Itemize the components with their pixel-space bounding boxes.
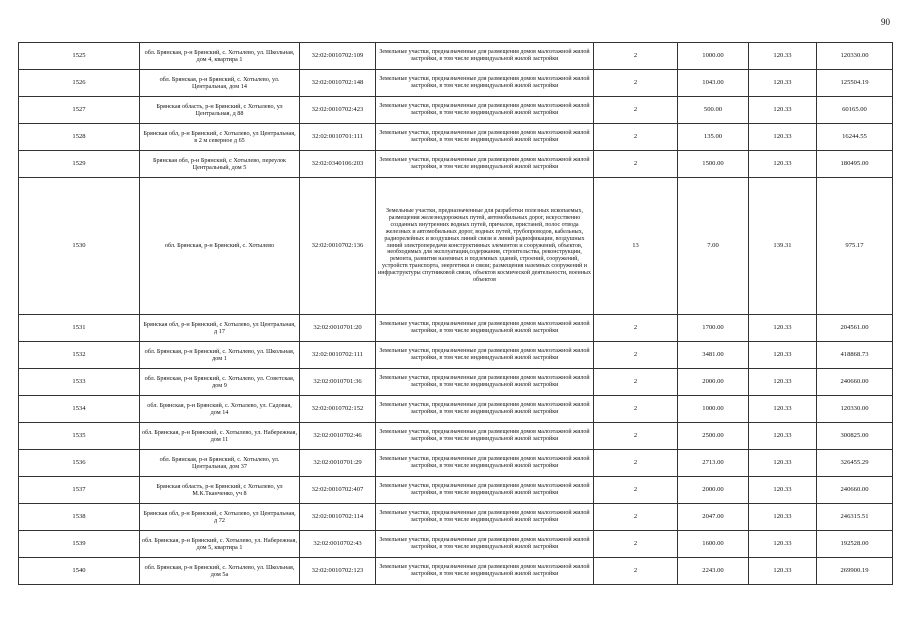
rate-cell: 120.33 bbox=[749, 396, 817, 423]
address-cell: обл. Брянская, р-н Брянский, с. Хотылево, ул. Центральная, дом 14 bbox=[140, 70, 300, 97]
row-number-cell: 1529 bbox=[19, 151, 140, 178]
group-cell: 2 bbox=[594, 342, 678, 369]
cadastral-number-cell: 32:02:0010702:148 bbox=[300, 70, 376, 97]
cadastral-number-cell: 32:02:0010702:43 bbox=[300, 531, 376, 558]
group-cell: 2 bbox=[594, 531, 678, 558]
cadastral-number-cell: 32:02:0010702:407 bbox=[300, 477, 376, 504]
area-cell: 1700.00 bbox=[678, 315, 749, 342]
table-row bbox=[19, 558, 893, 585]
address-cell: обл. Брянская, р-н Брянский, с. Хотылево, ул. Центральная, дом 37 bbox=[140, 450, 300, 477]
row-number-cell: 1535 bbox=[19, 423, 140, 450]
cadastral-value-cell: 120330.00 bbox=[817, 396, 893, 423]
group-cell: 2 bbox=[594, 43, 678, 70]
group-cell: 2 bbox=[594, 477, 678, 504]
cadastral-value-cell: 326455.29 bbox=[817, 450, 893, 477]
land-purpose-cell: Земельные участки, предназначенные для размещения домов малоэтажной жилой застройки, в том числе индивидуальной жилой застройки bbox=[376, 97, 594, 124]
group-cell: 2 bbox=[594, 369, 678, 396]
table-row bbox=[19, 504, 893, 531]
group-cell: 2 bbox=[594, 558, 678, 585]
row-number-cell: 1536 bbox=[19, 450, 140, 477]
cadastral-value-cell: 192528.00 bbox=[817, 531, 893, 558]
table-row bbox=[19, 178, 893, 315]
area-cell: 2000.00 bbox=[678, 477, 749, 504]
cadastral-number-cell: 32:02:0010702:123 bbox=[300, 558, 376, 585]
group-cell: 2 bbox=[594, 315, 678, 342]
area-cell: 135.00 bbox=[678, 124, 749, 151]
rate-cell: 120.33 bbox=[749, 450, 817, 477]
area-cell: 2000.00 bbox=[678, 369, 749, 396]
cadastral-value-cell: 418868.73 bbox=[817, 342, 893, 369]
area-cell: 2047.00 bbox=[678, 504, 749, 531]
land-purpose-cell: Земельные участки, предназначенные для размещения домов малоэтажной жилой застройки, в том числе индивидуальной жилой застройки bbox=[376, 369, 594, 396]
table-row bbox=[19, 423, 893, 450]
land-purpose-cell: Земельные участки, предназначенные для размещения домов малоэтажной жилой застройки, в том числе индивидуальной жилой застройки bbox=[376, 423, 594, 450]
cadastral-value-cell: 180495.00 bbox=[817, 151, 893, 178]
area-cell: 2243.00 bbox=[678, 558, 749, 585]
row-number-cell: 1534 bbox=[19, 396, 140, 423]
address-cell: Брянская обл, р-н Брянский, с Хотылево, ул Центральная, в 2 м северное д 65 bbox=[140, 124, 300, 151]
area-cell: 1600.00 bbox=[678, 531, 749, 558]
address-cell: Брянская область, р-н Брянский, с Хотылево, ул М.К.Тканченко, уч 8 bbox=[140, 477, 300, 504]
table-row bbox=[19, 477, 893, 504]
row-number-cell: 1532 bbox=[19, 342, 140, 369]
group-cell: 2 bbox=[594, 70, 678, 97]
group-cell: 2 bbox=[594, 504, 678, 531]
page-number: 90 bbox=[881, 17, 890, 27]
table-row bbox=[19, 43, 893, 70]
table-row bbox=[19, 531, 893, 558]
row-number-cell: 1527 bbox=[19, 97, 140, 124]
land-purpose-cell: Земельные участки, предназначенные для размещения домов малоэтажной жилой застройки, в том числе индивидуальной жилой застройки bbox=[376, 342, 594, 369]
cadastral-number-cell: 32:02:0010702:46 bbox=[300, 423, 376, 450]
cadastral-number-cell: 32:02:0340106:203 bbox=[300, 151, 376, 178]
table-row bbox=[19, 342, 893, 369]
table-row bbox=[19, 369, 893, 396]
rate-cell: 120.33 bbox=[749, 477, 817, 504]
table-row bbox=[19, 315, 893, 342]
cadastral-value-cell: 120330.00 bbox=[817, 43, 893, 70]
cadastral-value-cell: 60165.00 bbox=[817, 97, 893, 124]
land-purpose-cell: Земельные участки, предназначенные для размещения домов малоэтажной жилой застройки, в том числе индивидуальной жилой застройки bbox=[376, 124, 594, 151]
cadastral-number-cell: 32:02:0010702:423 bbox=[300, 97, 376, 124]
land-purpose-cell: Земельные участки, предназначенные для разработки полезных ископаемых, размещения железнодорожных путей, автомобильных дорог, искусственно созданных внутренних водных путей, причалов, пристаней, полос отвода железных и автомобильных дорог, водных путей, трубопроводов, кабельных, радиорелейных и воздушных линий связи и линий радиофикации, воздушных линий электропередачи конструктивных элементов и сооружений, объектов, необходимых для эксплуатации,содержания, строительства, реконструкции, ремонта, развития наземных и подземных зданий, строений, сооружений, устройств транспорта, энергетики и связи; размещения наземных сооружений и инфраструктуры спутниковой связи, объектов космической деятельности, военных объектов bbox=[376, 178, 594, 315]
address-cell: Брянская обл, р-н Брянский, с Хотылево, ул Центральная, д 72 bbox=[140, 504, 300, 531]
cadastral-value-cell: 269900.19 bbox=[817, 558, 893, 585]
cadastral-value-cell: 300825.00 bbox=[817, 423, 893, 450]
row-number-cell: 1533 bbox=[19, 369, 140, 396]
cadastral-number-cell: 32:02:0010702:109 bbox=[300, 43, 376, 70]
address-cell: обл. Брянская, р-н Брянский, с. Хотылево, ул. Набережная, дом 5, квартира 1 bbox=[140, 531, 300, 558]
address-cell: Брянская обл, р-н Брянский, с Хотылево, ул Центральная, д 17 bbox=[140, 315, 300, 342]
area-cell: 7.00 bbox=[678, 178, 749, 315]
table-body bbox=[19, 43, 893, 585]
rate-cell: 120.33 bbox=[749, 423, 817, 450]
row-number-cell: 1539 bbox=[19, 531, 140, 558]
rate-cell: 120.33 bbox=[749, 342, 817, 369]
table-row bbox=[19, 151, 893, 178]
group-cell: 2 bbox=[594, 97, 678, 124]
address-cell: обл. Брянская, р-н Брянский, с. Хотылево, ул. Советская, дом 9 bbox=[140, 369, 300, 396]
cadastral-value-cell: 240660.00 bbox=[817, 369, 893, 396]
cadastral-value-cell: 16244.55 bbox=[817, 124, 893, 151]
table-row bbox=[19, 70, 893, 97]
table-row bbox=[19, 450, 893, 477]
land-purpose-cell: Земельные участки, предназначенные для размещения домов малоэтажной жилой застройки, в том числе индивидуальной жилой застройки bbox=[376, 504, 594, 531]
table-row bbox=[19, 396, 893, 423]
land-registry-table bbox=[18, 42, 893, 585]
land-purpose-cell: Земельные участки, предназначенные для размещения домов малоэтажной жилой застройки, в том числе индивидуальной жилой застройки bbox=[376, 70, 594, 97]
group-cell: 2 bbox=[594, 124, 678, 151]
cadastral-number-cell: 32:02:0010702:136 bbox=[300, 178, 376, 315]
row-number-cell: 1530 bbox=[19, 178, 140, 315]
rate-cell: 120.33 bbox=[749, 97, 817, 124]
address-cell: обл. Брянская, р-н Брянский, с. Хотылево, ул. Садовая, дом 14 bbox=[140, 396, 300, 423]
land-purpose-cell: Земельные участки, предназначенные для размещения домов малоэтажной жилой застройки, в том числе индивидуальной жилой застройки bbox=[376, 531, 594, 558]
area-cell: 3481.00 bbox=[678, 342, 749, 369]
row-number-cell: 1526 bbox=[19, 70, 140, 97]
row-number-cell: 1540 bbox=[19, 558, 140, 585]
address-cell: обл. Брянская, р-н Брянский, с. Хотылево, ул. Школьная, дом 1 bbox=[140, 342, 300, 369]
address-cell: обл. Брянская, р-н Брянский, с. Хотылево, ул. Школьная, дом 4, квартира 1 bbox=[140, 43, 300, 70]
table-row bbox=[19, 124, 893, 151]
area-cell: 2713.00 bbox=[678, 450, 749, 477]
rate-cell: 120.33 bbox=[749, 124, 817, 151]
land-purpose-cell: Земельные участки, предназначенные для размещения домов малоэтажной жилой застройки, в том числе индивидуальной жилой застройки bbox=[376, 43, 594, 70]
cadastral-value-cell: 125504.19 bbox=[817, 70, 893, 97]
area-cell: 2500.00 bbox=[678, 423, 749, 450]
land-purpose-cell: Земельные участки, предназначенные для размещения домов малоэтажной жилой застройки, в том числе индивидуальной жилой застройки bbox=[376, 558, 594, 585]
group-cell: 2 bbox=[594, 423, 678, 450]
area-cell: 1043.00 bbox=[678, 70, 749, 97]
area-cell: 1000.00 bbox=[678, 43, 749, 70]
cadastral-value-cell: 240660.00 bbox=[817, 477, 893, 504]
table-row bbox=[19, 97, 893, 124]
address-cell: обл. Брянская, р-н Брянский, с. Хотылево bbox=[140, 178, 300, 315]
cadastral-number-cell: 32:02:0010702:111 bbox=[300, 342, 376, 369]
row-number-cell: 1525 bbox=[19, 43, 140, 70]
rate-cell: 120.33 bbox=[749, 315, 817, 342]
cadastral-value-cell: 204561.00 bbox=[817, 315, 893, 342]
rate-cell: 139.31 bbox=[749, 178, 817, 315]
group-cell: 2 bbox=[594, 450, 678, 477]
land-purpose-cell: Земельные участки, предназначенные для размещения домов малоэтажной жилой застройки, в том числе индивидуальной жилой застройки bbox=[376, 315, 594, 342]
rate-cell: 120.33 bbox=[749, 369, 817, 396]
rate-cell: 120.33 bbox=[749, 43, 817, 70]
group-cell: 13 bbox=[594, 178, 678, 315]
land-purpose-cell: Земельные участки, предназначенные для размещения домов малоэтажной жилой застройки, в том числе индивидуальной жилой застройки bbox=[376, 396, 594, 423]
row-number-cell: 1537 bbox=[19, 477, 140, 504]
cadastral-number-cell: 32:02:0010701:111 bbox=[300, 124, 376, 151]
cadastral-number-cell: 32:02:0010702:114 bbox=[300, 504, 376, 531]
area-cell: 1500.00 bbox=[678, 151, 749, 178]
land-purpose-cell: Земельные участки, предназначенные для размещения домов малоэтажной жилой застройки, в том числе индивидуальной жилой застройки bbox=[376, 450, 594, 477]
address-cell: Брянская область, р-н Брянский, с Хотылево, ул Центральная, д 88 bbox=[140, 97, 300, 124]
cadastral-number-cell: 32:02:0010702:152 bbox=[300, 396, 376, 423]
cadastral-value-cell: 975.17 bbox=[817, 178, 893, 315]
rate-cell: 120.33 bbox=[749, 531, 817, 558]
row-number-cell: 1538 bbox=[19, 504, 140, 531]
group-cell: 2 bbox=[594, 151, 678, 178]
land-purpose-cell: Земельные участки, предназначенные для размещения домов малоэтажной жилой застройки, в том числе индивидуальной жилой застройки bbox=[376, 477, 594, 504]
rate-cell: 120.33 bbox=[749, 70, 817, 97]
land-purpose-cell: Земельные участки, предназначенные для размещения домов малоэтажной жилой застройки, в том числе индивидуальной жилой застройки bbox=[376, 151, 594, 178]
row-number-cell: 1531 bbox=[19, 315, 140, 342]
rate-cell: 120.33 bbox=[749, 151, 817, 178]
area-cell: 500.00 bbox=[678, 97, 749, 124]
group-cell: 2 bbox=[594, 396, 678, 423]
address-cell: обл. Брянская, р-н Брянский, с. Хотылево, ул. Школьная, дом 5а bbox=[140, 558, 300, 585]
cadastral-number-cell: 32:02:0010701:36 bbox=[300, 369, 376, 396]
cadastral-number-cell: 32:02:0010701:29 bbox=[300, 450, 376, 477]
address-cell: обл. Брянская, р-н Брянский, с. Хотылево, ул. Набережная, дом 11 bbox=[140, 423, 300, 450]
area-cell: 1000.00 bbox=[678, 396, 749, 423]
rate-cell: 120.33 bbox=[749, 558, 817, 585]
rate-cell: 120.33 bbox=[749, 504, 817, 531]
cadastral-value-cell: 246315.51 bbox=[817, 504, 893, 531]
row-number-cell: 1528 bbox=[19, 124, 140, 151]
cadastral-number-cell: 32:02:0010701:20 bbox=[300, 315, 376, 342]
address-cell: Брянская обл, р-н Брянский, с Хотылево, переулок Центральный, дом 5 bbox=[140, 151, 300, 178]
